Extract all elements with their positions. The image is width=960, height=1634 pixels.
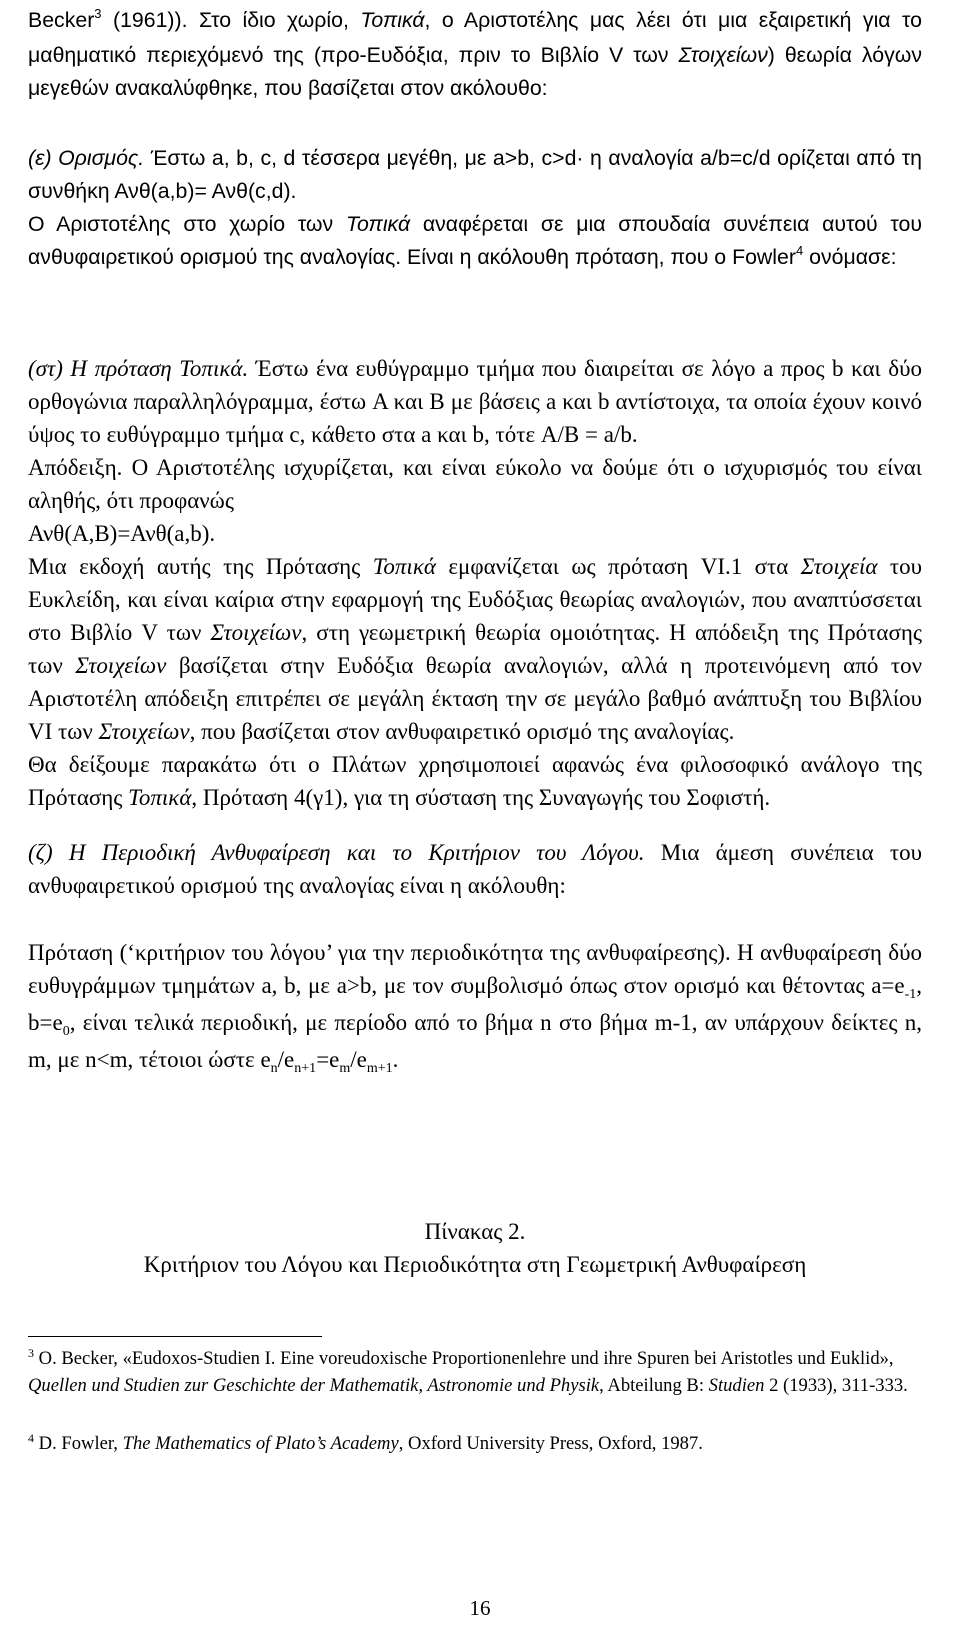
- section-label: (ζ) Η Περιοδική Ανθυφαίρεση και το Κριτήριον του Λόγου.: [28, 840, 645, 865]
- footnote-4: $^4$ D. Fowler, The Mathematics of Plato’s Academy, Oxford University Press, Oxford, 1987.: [28, 1431, 703, 1454]
- paragraph-7: Μια εκδοχή αυτής της Πρότασης Τοπικά εμφανίζεται ως πρόταση VI.1 στα Στοιχεία του Ευκλείδη, και είναι καίρια στην εφαρμογή της Ευδόξιας θεωρίας αναλογιών, που αναπτύσσεται στο Βιβλίο V των Στοιχείων, στη γεωμετρική θεωρία ομοιότητας. Η απόδειξη της Πρότασης των Στοιχείων βασίζεται στην Ευδόξια θεωρία αναλογιών, αλλά η προτεινόμενη από τον Αριστοτέλη απόδειξη επιτρέπει σε μεγάλη έκταση την σε μεγάλο βαθμό ανάπτυξη του Βιβλίου VI των Στοιχείων, που βασίζεται στον ανθυφαιρετικό ορισμό της αναλογίας.: [28, 554, 923, 744]
- table-title: Πίνακας 2.: [424, 1219, 526, 1244]
- serif-body: (στ) Η πρόταση Τοπικά. Έστω ένα ευθύγραμμο τμήμα που διαιρείται σε λόγο a προς b και δύο ορθογώνια παραλληλόγραμμα, έστω A και B με βάσεις a και b αντίστοιχα, τα οποία έχουν κοινό ύψος το ευθύγραμμο τμήμα c, κάθετο στα a και b, τότε A/B = a/b. Απόδειξη. Ο Αριστοτέλης ισχυρίζεται, και είναι εύκολο να δούμε ότι ο ισχυρισμός του είναι αληθής, ότι προφανώς Ανθ(A,B)=Ανθ(a,b). Μια εκδοχή αυτής της Πρότασης Τοπικά εμφανίζεται ως πρόταση VI.1 στα Στοιχεία του Ευκλείδη, και είναι καίρια στην εφαρμογή της Ευδόξιας θεωρίας αναλογιών, που αναπτύσσεται στο Βιβλίο V των Στοιχείων, στη γεωμετρική θεωρία ομοιότητας. Η απόδειξη της Πρότασης των Στοιχείων βασίζεται στην Ευδόξια θεωρία αναλογιών, αλλά η προτεινόμενη από τον Αριστοτέλη απόδειξη επιτρέπει σε μεγάλη έκταση την σε μεγάλο βαθμό ανάπτυξη του Βιβλίου VI των Στοιχείων, που βασίζεται στον ανθυφαιρετικό ορισμό της αναλογίας. Θα δείξουμε παρακάτω ότι ο Πλάτων χρησιμοποιεί αφανώς ένα φιλοσοφικό ανάλογο της Πρότασης Τοπικά, Πρόταση 4(γ1), για τη σύσταση της Συναγωγής του Σοφιστή.: [28, 352, 922, 814]
- equation-line: Ανθ(A,B)=Ανθ(a,b).: [28, 521, 216, 546]
- section-z: (ζ) Η Περιοδική Ανθυφαίρεση και το Κριτήριον του Λόγου. Μια άμεση συνέπεια του ανθυφαιρετικού ορισμού της αναλογίας είναι η ακόλουθη:: [28, 840, 923, 898]
- paragraph-1: Becker$^3$ (1961)). Στο ίδιο χωρίο, Τοπικά, ο Αριστοτέλης μας λέει ότι μια εξαιρετική για το μαθηματικό περιεχόμενό της (προ-Ευδόξια, πριν το Βιβλίο V των Στοιχείων) θεωρία λόγων μεγεθών ανακαλύφθηκε, που βασίζεται στον ακόλουθο:: [28, 6, 922, 100]
- proof-paragraph: Απόδειξη. Ο Αριστοτέλης ισχυρίζεται, και είναι εύκολο να δούμε ότι ο ισχυρισμός του είναι αληθής, ότι προφανώς: [28, 455, 922, 513]
- definition-label: (ε) Ορισμός.: [28, 146, 145, 170]
- footnote-ref-4[interactable]: 4: [795, 243, 804, 258]
- proposition-label: (στ) Η πρόταση Τοπικά.: [28, 356, 249, 381]
- footnote-divider: [28, 1336, 322, 1337]
- footnote-3: $^3$ O. Becker, «Eudoxos-Studien I. Eine voreudoxische Proportionenlehre und ihre Spuren bei Aristotles und Euklid», Quellen und Studien zur Geschichte der Mathematik, Astronomie und Physik, Abteilung B: Studien 2 (1933), 311-333.: [28, 1346, 908, 1396]
- footnote-ref-3[interactable]: 3: [94, 6, 102, 21]
- criterion-proposition: Πρόταση (‘κριτήριον του λόγου’ για την περιοδικότητα της ανθυφαίρεσης). Η ανθυφαίρεση δύο ευθυγράμμων τμημάτων a, b, με a>b, με τον συμβολισμό όπως στον ορισμό και θέτοντας $a=e_{-1}$, $b=e_0$, είναι τελικά περιοδική, με περίοδο από το βήμα n στο βήμα m-1, αν υπάρχουν δείκτες n, m, με n<m, τέτοιοι ώστε $e_n/e_{n+1}=e_m/e_{m+1}$.: [28, 940, 922, 1076]
- paragraph-3: Ο Αριστοτέλης στο χωρίο των Τοπικά αναφέρεται σε μια σπουδαία συνέπεια αυτού του ανθυφαιρετικού ορισμού της αναλογίας. Είναι η ακόλουθη πρόταση, που ο Fowler$^4$ ονόμασε:: [28, 212, 923, 269]
- paragraph-8: Θα δείξουμε παρακάτω ότι ο Πλάτων χρησιμοποιεί αφανώς ένα φιλοσοφικό ανάλογο της Πρότασης Τοπικά, Πρόταση 4(γ1), για τη σύσταση της Συναγωγής του Σοφιστή.: [28, 752, 922, 810]
- definition-paragraph: (ε) Ορισμός. Έστω a, b, c, d τέσσερα μεγέθη, με a>b, c>d· η αναλογία a/b=c/d ορίζεται από τη συνθήκη Ανθ(a,b)= Ανθ(c,d).: [28, 146, 922, 203]
- page-number: 16: [469, 1596, 491, 1620]
- table-caption: Κριτήριον του Λόγου και Περιοδικότητα στη Γεωμετρική Ανθυφαίρεση: [143, 1252, 807, 1277]
